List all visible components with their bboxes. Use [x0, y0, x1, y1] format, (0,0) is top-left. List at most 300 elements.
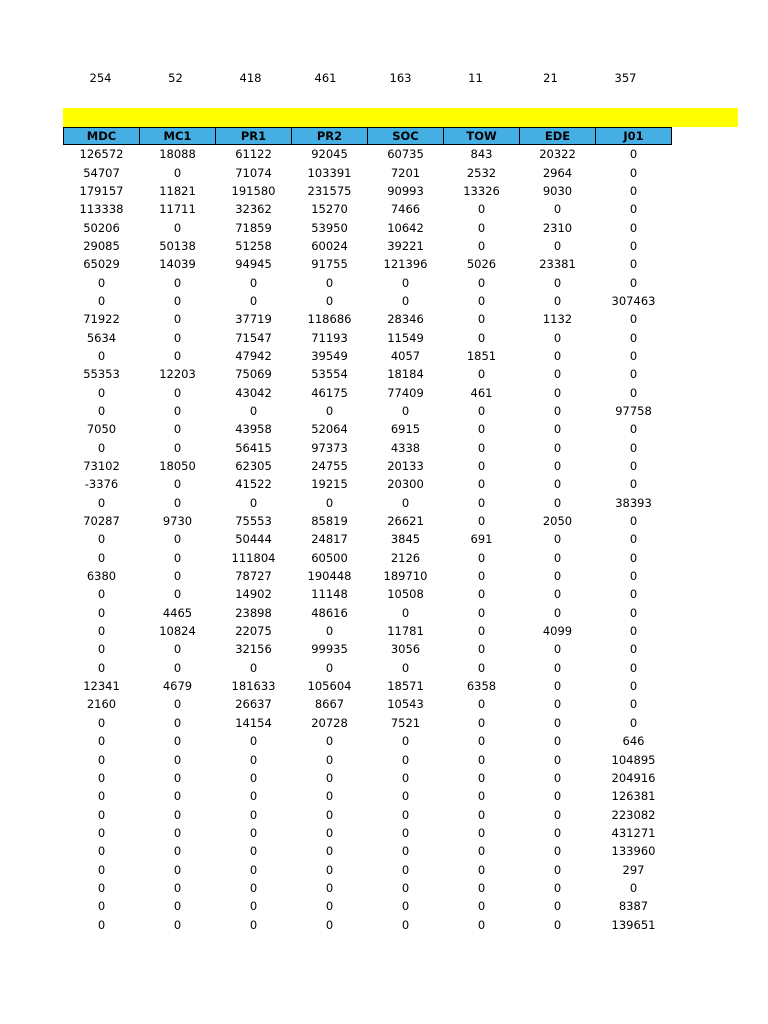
- table-cell[interactable]: 0: [249, 862, 258, 877]
- table-cell[interactable]: 7466: [390, 202, 421, 217]
- table-cell[interactable]: 0: [173, 330, 182, 345]
- table-cell[interactable]: 65029: [83, 257, 120, 272]
- table-cell[interactable]: 0: [325, 862, 334, 877]
- table-cell[interactable]: 0: [553, 459, 562, 474]
- table-cell[interactable]: 0: [325, 917, 334, 932]
- table-cell[interactable]: 0: [477, 880, 486, 895]
- table-cell[interactable]: 61122: [235, 147, 272, 162]
- summary-cell[interactable]: 254: [89, 71, 112, 85]
- table-cell[interactable]: 62305: [235, 459, 272, 474]
- table-cell[interactable]: 60500: [311, 550, 348, 565]
- table-cell[interactable]: 0: [97, 495, 106, 510]
- table-cell[interactable]: 0: [553, 642, 562, 657]
- table-cell[interactable]: 0: [173, 165, 182, 180]
- table-cell[interactable]: 97758: [615, 403, 652, 418]
- table-cell[interactable]: 0: [477, 624, 486, 639]
- table-cell[interactable]: 0: [477, 569, 486, 584]
- table-cell[interactable]: 691: [470, 532, 493, 547]
- table-cell[interactable]: 7201: [390, 165, 421, 180]
- table-cell[interactable]: 0: [553, 715, 562, 730]
- table-cell[interactable]: 0: [173, 569, 182, 584]
- table-cell[interactable]: 189710: [383, 569, 428, 584]
- table-cell[interactable]: 0: [173, 899, 182, 914]
- table-cell[interactable]: 0: [325, 825, 334, 840]
- table-cell[interactable]: 5026: [466, 257, 497, 272]
- table-cell[interactable]: 0: [325, 899, 334, 914]
- table-cell[interactable]: 0: [401, 770, 410, 785]
- table-cell[interactable]: 23898: [235, 605, 272, 620]
- table-cell[interactable]: 0: [477, 403, 486, 418]
- table-cell[interactable]: 0: [553, 807, 562, 822]
- table-cell[interactable]: 0: [173, 807, 182, 822]
- table-cell[interactable]: 0: [477, 825, 486, 840]
- table-cell[interactable]: 0: [249, 770, 258, 785]
- table-cell[interactable]: 0: [97, 624, 106, 639]
- table-cell[interactable]: 0: [173, 715, 182, 730]
- table-cell[interactable]: 0: [249, 752, 258, 767]
- table-cell[interactable]: 0: [477, 367, 486, 382]
- table-cell[interactable]: 0: [477, 477, 486, 492]
- table-cell[interactable]: 12203: [159, 367, 196, 382]
- table-cell[interactable]: 0: [401, 495, 410, 510]
- table-cell[interactable]: 0: [97, 862, 106, 877]
- table-cell[interactable]: 75069: [235, 367, 272, 382]
- table-cell[interactable]: 18088: [159, 147, 196, 162]
- table-cell[interactable]: 50444: [235, 532, 272, 547]
- table-cell[interactable]: 85819: [311, 514, 348, 529]
- table-cell[interactable]: 4679: [162, 679, 193, 694]
- table-cell[interactable]: 47942: [235, 348, 272, 363]
- table-cell[interactable]: 0: [173, 825, 182, 840]
- table-cell[interactable]: 0: [173, 477, 182, 492]
- table-cell[interactable]: 0: [325, 293, 334, 308]
- table-cell[interactable]: 0: [97, 348, 106, 363]
- table-cell[interactable]: 11148: [311, 587, 348, 602]
- table-cell[interactable]: 0: [249, 495, 258, 510]
- table-cell[interactable]: 0: [629, 569, 638, 584]
- table-cell[interactable]: 11711: [159, 202, 196, 217]
- table-cell[interactable]: 0: [401, 752, 410, 767]
- table-cell[interactable]: 0: [629, 679, 638, 694]
- table-cell[interactable]: 297: [622, 862, 645, 877]
- table-cell[interactable]: 71859: [235, 220, 272, 235]
- table-cell[interactable]: 0: [401, 917, 410, 932]
- table-cell[interactable]: 0: [629, 330, 638, 345]
- table-cell[interactable]: 0: [477, 862, 486, 877]
- table-cell[interactable]: 133960: [611, 844, 656, 859]
- table-cell[interactable]: 8667: [314, 697, 345, 712]
- table-cell[interactable]: 0: [629, 183, 638, 198]
- table-cell[interactable]: 0: [553, 330, 562, 345]
- table-cell[interactable]: 0: [477, 697, 486, 712]
- table-cell[interactable]: 0: [629, 514, 638, 529]
- table-cell[interactable]: 0: [629, 624, 638, 639]
- table-cell[interactable]: 0: [553, 385, 562, 400]
- table-cell[interactable]: 0: [477, 330, 486, 345]
- table-cell[interactable]: 4099: [542, 624, 573, 639]
- table-cell[interactable]: 0: [553, 844, 562, 859]
- table-cell[interactable]: 53950: [311, 220, 348, 235]
- table-cell[interactable]: 6358: [466, 679, 497, 694]
- table-cell[interactable]: 0: [629, 367, 638, 382]
- table-cell[interactable]: 118686: [307, 312, 352, 327]
- table-cell[interactable]: 6380: [86, 569, 117, 584]
- table-cell[interactable]: 204916: [611, 770, 656, 785]
- table-cell[interactable]: 0: [477, 275, 486, 290]
- table-cell[interactable]: 0: [325, 403, 334, 418]
- table-cell[interactable]: 0: [249, 899, 258, 914]
- table-cell[interactable]: 0: [477, 789, 486, 804]
- table-cell[interactable]: 0: [249, 807, 258, 822]
- table-cell[interactable]: 0: [97, 660, 106, 675]
- table-cell[interactable]: 0: [325, 880, 334, 895]
- table-cell[interactable]: 0: [629, 348, 638, 363]
- table-cell[interactable]: 29085: [83, 238, 120, 253]
- table-cell[interactable]: 0: [249, 844, 258, 859]
- table-cell[interactable]: 9030: [542, 183, 573, 198]
- table-cell[interactable]: 0: [325, 752, 334, 767]
- table-cell[interactable]: 0: [553, 660, 562, 675]
- table-cell[interactable]: 14039: [159, 257, 196, 272]
- table-cell[interactable]: 139651: [611, 917, 656, 932]
- table-cell[interactable]: 0: [249, 734, 258, 749]
- table-cell[interactable]: 53554: [311, 367, 348, 382]
- summary-cell[interactable]: 11: [468, 71, 483, 85]
- table-cell[interactable]: 0: [401, 825, 410, 840]
- table-cell[interactable]: 50206: [83, 220, 120, 235]
- table-cell[interactable]: 2160: [86, 697, 117, 712]
- table-cell[interactable]: 18184: [387, 367, 424, 382]
- table-cell[interactable]: 1132: [542, 312, 573, 327]
- table-cell[interactable]: 0: [173, 532, 182, 547]
- table-cell[interactable]: 0: [97, 532, 106, 547]
- table-cell[interactable]: 0: [553, 569, 562, 584]
- table-cell[interactable]: 14154: [235, 715, 272, 730]
- table-cell[interactable]: 23381: [539, 257, 576, 272]
- table-cell[interactable]: 0: [477, 514, 486, 529]
- table-cell[interactable]: 26621: [387, 514, 424, 529]
- summary-cell[interactable]: 52: [168, 71, 183, 85]
- column-header-tow[interactable]: TOW: [444, 128, 520, 145]
- table-cell[interactable]: 0: [629, 587, 638, 602]
- table-cell[interactable]: 0: [553, 477, 562, 492]
- table-cell[interactable]: 0: [629, 715, 638, 730]
- table-cell[interactable]: 0: [629, 147, 638, 162]
- table-cell[interactable]: 0: [477, 899, 486, 914]
- table-cell[interactable]: 0: [629, 257, 638, 272]
- column-header-mdc[interactable]: MDC: [64, 128, 140, 145]
- table-cell[interactable]: 0: [477, 293, 486, 308]
- table-cell[interactable]: 41522: [235, 477, 272, 492]
- table-cell[interactable]: 91755: [311, 257, 348, 272]
- table-cell[interactable]: 5634: [86, 330, 117, 345]
- table-cell[interactable]: 0: [97, 789, 106, 804]
- table-cell[interactable]: 113338: [79, 202, 124, 217]
- table-cell[interactable]: 0: [553, 862, 562, 877]
- table-cell[interactable]: 0: [477, 312, 486, 327]
- table-cell[interactable]: 39221: [387, 238, 424, 253]
- table-cell[interactable]: 0: [553, 202, 562, 217]
- table-cell[interactable]: 179157: [79, 183, 124, 198]
- table-cell[interactable]: 231575: [307, 183, 352, 198]
- table-cell[interactable]: 0: [553, 770, 562, 785]
- table-cell[interactable]: 190448: [307, 569, 352, 584]
- table-cell[interactable]: 54707: [83, 165, 120, 180]
- table-cell[interactable]: 0: [325, 807, 334, 822]
- table-cell[interactable]: 0: [249, 825, 258, 840]
- table-cell[interactable]: 10508: [387, 587, 424, 602]
- column-header-pr1[interactable]: PR1: [216, 128, 292, 145]
- table-cell[interactable]: 0: [477, 605, 486, 620]
- table-cell[interactable]: 4057: [390, 348, 421, 363]
- table-cell[interactable]: 0: [401, 403, 410, 418]
- table-cell[interactable]: 0: [553, 734, 562, 749]
- table-cell[interactable]: 0: [97, 587, 106, 602]
- table-cell[interactable]: 0: [97, 293, 106, 308]
- summary-cell[interactable]: 21: [543, 71, 558, 85]
- table-cell[interactable]: 43958: [235, 422, 272, 437]
- table-cell[interactable]: 0: [325, 495, 334, 510]
- table-cell[interactable]: 0: [477, 550, 486, 565]
- table-cell[interactable]: 39549: [311, 348, 348, 363]
- table-cell[interactable]: 0: [97, 752, 106, 767]
- table-cell[interactable]: 0: [401, 899, 410, 914]
- table-cell[interactable]: 0: [173, 587, 182, 602]
- table-cell[interactable]: 71193: [311, 330, 348, 345]
- table-cell[interactable]: 0: [97, 770, 106, 785]
- table-cell[interactable]: 0: [325, 770, 334, 785]
- table-cell[interactable]: 181633: [231, 679, 276, 694]
- table-cell[interactable]: 0: [477, 495, 486, 510]
- table-cell[interactable]: 0: [97, 275, 106, 290]
- table-cell[interactable]: 4465: [162, 605, 193, 620]
- table-cell[interactable]: 0: [401, 789, 410, 804]
- table-cell[interactable]: 0: [553, 587, 562, 602]
- table-cell[interactable]: 0: [553, 880, 562, 895]
- table-cell[interactable]: 0: [97, 844, 106, 859]
- table-cell[interactable]: 12341: [83, 679, 120, 694]
- table-cell[interactable]: 28346: [387, 312, 424, 327]
- table-cell[interactable]: 0: [325, 789, 334, 804]
- table-cell[interactable]: 0: [553, 550, 562, 565]
- table-cell[interactable]: 60735: [387, 147, 424, 162]
- table-cell[interactable]: 103391: [307, 165, 352, 180]
- table-cell[interactable]: 32362: [235, 202, 272, 217]
- table-cell[interactable]: 2964: [542, 165, 573, 180]
- table-cell[interactable]: 0: [97, 605, 106, 620]
- table-cell[interactable]: 90993: [387, 183, 424, 198]
- table-cell[interactable]: 0: [477, 807, 486, 822]
- table-cell[interactable]: 70287: [83, 514, 120, 529]
- table-cell[interactable]: 0: [97, 385, 106, 400]
- table-cell[interactable]: 0: [173, 293, 182, 308]
- table-cell[interactable]: 24755: [311, 459, 348, 474]
- table-cell[interactable]: 0: [325, 624, 334, 639]
- summary-cell[interactable]: 461: [314, 71, 337, 85]
- table-cell[interactable]: 0: [477, 238, 486, 253]
- table-cell[interactable]: 14902: [235, 587, 272, 602]
- table-cell[interactable]: 20728: [311, 715, 348, 730]
- table-cell[interactable]: 307463: [611, 293, 656, 308]
- table-cell[interactable]: 26637: [235, 697, 272, 712]
- table-cell[interactable]: 843: [470, 147, 493, 162]
- table-cell[interactable]: 0: [97, 880, 106, 895]
- table-cell[interactable]: 0: [553, 917, 562, 932]
- table-cell[interactable]: 8387: [618, 899, 649, 914]
- table-cell[interactable]: 0: [173, 917, 182, 932]
- table-cell[interactable]: 0: [97, 825, 106, 840]
- table-cell[interactable]: 0: [477, 770, 486, 785]
- table-cell[interactable]: 0: [629, 385, 638, 400]
- table-cell[interactable]: 60024: [311, 238, 348, 253]
- table-cell[interactable]: 0: [249, 275, 258, 290]
- table-cell[interactable]: 71922: [83, 312, 120, 327]
- table-cell[interactable]: 0: [553, 605, 562, 620]
- table-cell[interactable]: 0: [629, 220, 638, 235]
- table-cell[interactable]: 0: [629, 880, 638, 895]
- table-cell[interactable]: 0: [173, 440, 182, 455]
- table-cell[interactable]: 0: [173, 880, 182, 895]
- table-cell[interactable]: 646: [622, 734, 645, 749]
- table-cell[interactable]: 0: [173, 385, 182, 400]
- table-cell[interactable]: 0: [629, 459, 638, 474]
- table-cell[interactable]: 77409: [387, 385, 424, 400]
- table-cell[interactable]: 0: [97, 899, 106, 914]
- table-cell[interactable]: 0: [477, 660, 486, 675]
- table-cell[interactable]: 50138: [159, 238, 196, 253]
- table-cell[interactable]: 10543: [387, 697, 424, 712]
- table-cell[interactable]: 0: [477, 440, 486, 455]
- table-cell[interactable]: 37719: [235, 312, 272, 327]
- table-cell[interactable]: 75553: [235, 514, 272, 529]
- table-cell[interactable]: 0: [249, 880, 258, 895]
- table-cell[interactable]: 43042: [235, 385, 272, 400]
- table-cell[interactable]: 0: [401, 862, 410, 877]
- table-cell[interactable]: 0: [325, 734, 334, 749]
- table-cell[interactable]: 0: [173, 220, 182, 235]
- table-cell[interactable]: 0: [553, 697, 562, 712]
- table-cell[interactable]: 0: [629, 238, 638, 253]
- table-cell[interactable]: 0: [173, 862, 182, 877]
- table-cell[interactable]: 52064: [311, 422, 348, 437]
- table-cell[interactable]: 20322: [539, 147, 576, 162]
- table-cell[interactable]: 0: [401, 275, 410, 290]
- table-cell[interactable]: 0: [477, 734, 486, 749]
- table-cell[interactable]: 0: [477, 202, 486, 217]
- table-cell[interactable]: 20300: [387, 477, 424, 492]
- column-header-soc[interactable]: SOC: [368, 128, 444, 145]
- table-cell[interactable]: 431271: [611, 825, 656, 840]
- table-cell[interactable]: 0: [477, 459, 486, 474]
- table-cell[interactable]: 0: [629, 165, 638, 180]
- column-header-mc1[interactable]: MC1: [140, 128, 216, 145]
- table-cell[interactable]: 0: [553, 293, 562, 308]
- table-cell[interactable]: 71074: [235, 165, 272, 180]
- table-cell[interactable]: 0: [553, 899, 562, 914]
- table-cell[interactable]: 55353: [83, 367, 120, 382]
- table-cell[interactable]: 20133: [387, 459, 424, 474]
- table-cell[interactable]: 0: [553, 275, 562, 290]
- table-cell[interactable]: 24817: [311, 532, 348, 547]
- table-cell[interactable]: 0: [97, 403, 106, 418]
- table-cell[interactable]: 48616: [311, 605, 348, 620]
- table-cell[interactable]: 0: [97, 642, 106, 657]
- table-cell[interactable]: 0: [173, 403, 182, 418]
- table-cell[interactable]: 0: [553, 825, 562, 840]
- table-cell[interactable]: 0: [249, 917, 258, 932]
- table-cell[interactable]: 2310: [542, 220, 573, 235]
- table-cell[interactable]: 0: [477, 715, 486, 730]
- summary-cell[interactable]: 357: [614, 71, 637, 85]
- table-cell[interactable]: 0: [173, 495, 182, 510]
- table-cell[interactable]: 71547: [235, 330, 272, 345]
- table-cell[interactable]: 11821: [159, 183, 196, 198]
- table-cell[interactable]: 0: [249, 293, 258, 308]
- table-cell[interactable]: 13326: [463, 183, 500, 198]
- table-cell[interactable]: 3056: [390, 642, 421, 657]
- table-cell[interactable]: 0: [477, 220, 486, 235]
- table-cell[interactable]: 4338: [390, 440, 421, 455]
- table-cell[interactable]: 126572: [79, 147, 124, 162]
- table-cell[interactable]: 0: [401, 844, 410, 859]
- table-cell[interactable]: 0: [325, 275, 334, 290]
- table-cell[interactable]: 0: [629, 312, 638, 327]
- table-cell[interactable]: 121396: [383, 257, 428, 272]
- table-cell[interactable]: 105604: [307, 679, 352, 694]
- table-cell[interactable]: 0: [249, 789, 258, 804]
- table-cell[interactable]: 11781: [387, 624, 424, 639]
- table-cell[interactable]: 10642: [387, 220, 424, 235]
- table-cell[interactable]: 0: [477, 422, 486, 437]
- table-cell[interactable]: 0: [325, 844, 334, 859]
- table-cell[interactable]: 32156: [235, 642, 272, 657]
- table-cell[interactable]: 0: [477, 587, 486, 602]
- table-cell[interactable]: 0: [553, 495, 562, 510]
- table-cell[interactable]: 0: [97, 550, 106, 565]
- table-cell[interactable]: 2532: [466, 165, 497, 180]
- table-cell[interactable]: 0: [629, 605, 638, 620]
- table-cell[interactable]: 18571: [387, 679, 424, 694]
- table-cell[interactable]: 0: [173, 660, 182, 675]
- table-cell[interactable]: 0: [553, 532, 562, 547]
- table-cell[interactable]: 18050: [159, 459, 196, 474]
- table-cell[interactable]: 0: [401, 807, 410, 822]
- table-cell[interactable]: 0: [553, 440, 562, 455]
- table-cell[interactable]: 0: [553, 679, 562, 694]
- table-cell[interactable]: 0: [173, 348, 182, 363]
- table-cell[interactable]: 0: [97, 917, 106, 932]
- table-cell[interactable]: 0: [97, 715, 106, 730]
- table-cell[interactable]: 0: [173, 770, 182, 785]
- table-cell[interactable]: 0: [173, 422, 182, 437]
- table-cell[interactable]: 78727: [235, 569, 272, 584]
- summary-cell[interactable]: 163: [389, 71, 412, 85]
- table-cell[interactable]: 0: [401, 660, 410, 675]
- table-cell[interactable]: 51258: [235, 238, 272, 253]
- table-cell[interactable]: 0: [477, 752, 486, 767]
- table-cell[interactable]: 0: [249, 403, 258, 418]
- table-cell[interactable]: 0: [629, 660, 638, 675]
- table-cell[interactable]: 7050: [86, 422, 117, 437]
- table-cell[interactable]: 0: [173, 697, 182, 712]
- table-cell[interactable]: 0: [325, 660, 334, 675]
- column-header-j01[interactable]: J01: [596, 128, 672, 145]
- table-cell[interactable]: 22075: [235, 624, 272, 639]
- table-cell[interactable]: 0: [173, 312, 182, 327]
- table-cell[interactable]: 15270: [311, 202, 348, 217]
- table-cell[interactable]: 92045: [311, 147, 348, 162]
- table-cell[interactable]: 0: [553, 422, 562, 437]
